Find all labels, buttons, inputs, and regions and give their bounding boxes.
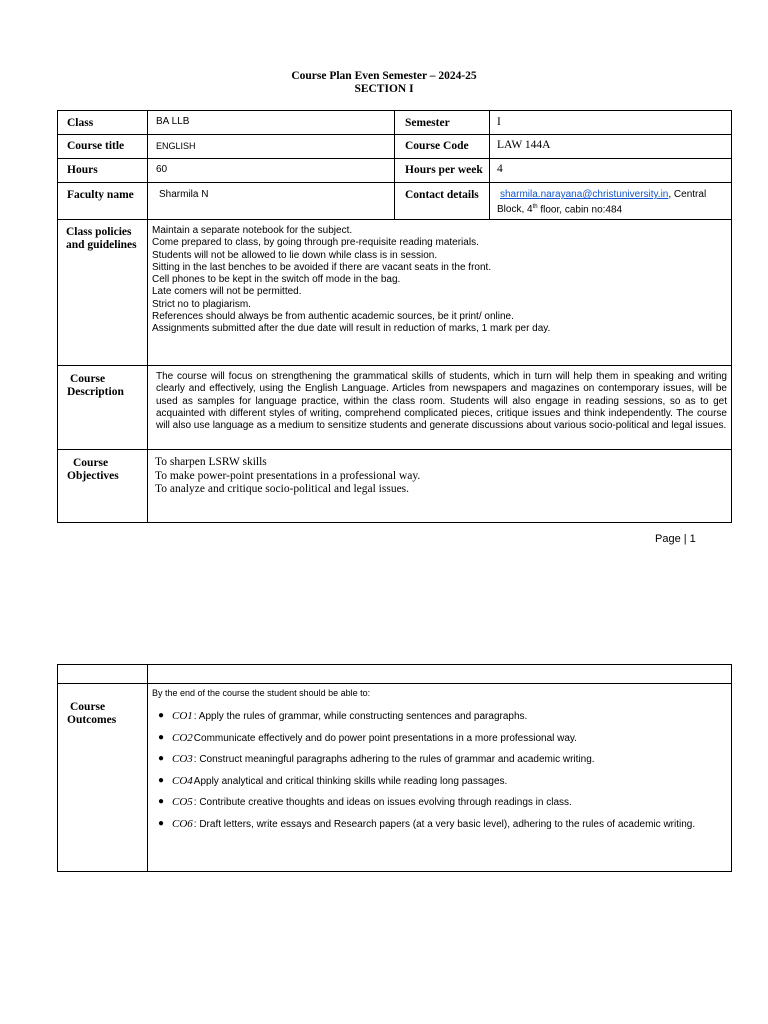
contact-email-link[interactable]: sharmila.narayana@christuniversity.in <box>500 189 669 200</box>
hours-per-week-value: 4 <box>497 163 503 175</box>
outcomes-list <box>148 708 731 837</box>
bullet-icon: ● <box>158 710 165 721</box>
contact-label-cell <box>395 183 490 220</box>
policy-item: Sitting in the last benches to be avoided if there are vacant seats in the front. <box>152 261 492 273</box>
policy-item: Late comers will not be permitted. <box>152 286 302 298</box>
objective-item: To analyze and critique socio-political and legal issues. <box>155 483 410 495</box>
course-code-value: LAW 144A <box>497 139 551 151</box>
outcome-item <box>148 751 731 773</box>
policy-item: Strict no to plagiarism. <box>152 298 251 310</box>
hours-value-cell <box>148 159 395 183</box>
outcomes-label-cell <box>58 684 148 872</box>
objectives-label-cell <box>58 450 148 523</box>
empty-header-cell <box>148 665 732 684</box>
contact-location-part2: Block, 4 <box>497 204 533 216</box>
policies-value-cell <box>148 220 732 366</box>
course-code-label-cell <box>395 135 490 159</box>
outcome-text: : Apply the rules of grammar, while constructing sentences and paragraphs. <box>193 711 528 722</box>
outcome-code: CO5 <box>172 796 193 808</box>
outcomes-label <box>58 684 147 726</box>
class-label: Class <box>67 117 94 129</box>
outcome-code: CO1 <box>172 710 193 722</box>
hours-per-week-label-cell <box>395 159 490 183</box>
outcomes-label-line-2: Outcomes <box>67 713 117 726</box>
contact-details <box>490 183 731 216</box>
course-outcomes-table <box>57 664 732 872</box>
course-title-value-cell <box>148 135 395 159</box>
semester-label: Semester <box>405 117 450 129</box>
contact-label: Contact details <box>405 189 479 201</box>
policies-list <box>148 220 731 336</box>
description-label-line-2: Description <box>67 385 124 398</box>
outcome-text: : Contribute creative thoughts and ideas on issues evolving through readings in class. <box>193 797 572 808</box>
course-info-table <box>57 110 732 523</box>
outcome-code: CO4 <box>172 774 193 787</box>
outcome-text: Apply analytical and critical thinking skills while reading long passages. <box>193 775 508 787</box>
course-title-value: ENGLISH <box>156 141 196 151</box>
semester-label-cell <box>395 111 490 135</box>
policies-label-cell <box>58 220 148 366</box>
bullet-icon: ● <box>158 731 165 743</box>
outcome-code: CO3 <box>172 753 193 765</box>
outcome-text: Communicate effectively and do power point presentations in a more professional way. <box>193 732 577 744</box>
outcome-item <box>148 816 731 838</box>
class-label-cell <box>58 111 148 135</box>
outcome-item <box>148 730 731 752</box>
course-title-label: Course title <box>67 140 125 152</box>
policies-label <box>58 220 147 251</box>
outcomes-intro: By the end of the course the student should be able to: <box>152 688 371 698</box>
course-code-label: Course Code <box>405 140 469 152</box>
outcomes-value-cell <box>148 684 732 872</box>
class-value-cell <box>148 111 395 135</box>
outcome-code: CO6 <box>172 817 193 830</box>
objectives-list <box>148 450 731 497</box>
policies-label-line-2: and guidelines <box>66 238 137 251</box>
outcome-item <box>148 708 731 730</box>
faculty-value-cell <box>148 183 395 220</box>
class-value: BA LLB <box>156 116 190 127</box>
hours-value: 60 <box>156 164 168 175</box>
policy-item: Maintain a separate notebook for the subject. <box>152 225 353 236</box>
objectives-label-line-2: Objectives <box>67 469 119 482</box>
policies-label-line-1: Class policies <box>66 226 132 238</box>
policy-item: Cell phones to be kept in the switch off mode in the bag. <box>152 274 401 286</box>
outcome-text: : Construct meaningful paragraphs adhering to the rules of grammar and academic writing. <box>193 754 595 765</box>
objectives-label-line-1: Course <box>73 457 109 469</box>
faculty-value: Sharmila N <box>159 189 209 200</box>
faculty-label: Faculty name <box>67 189 134 201</box>
bullet-icon: ● <box>158 753 165 764</box>
section-title: SECTION I <box>354 83 414 95</box>
faculty-label-cell <box>58 183 148 220</box>
bullet-icon: ● <box>158 796 165 807</box>
objective-item: To sharpen LSRW skills <box>155 456 267 468</box>
hours-per-week-value-cell <box>490 159 732 183</box>
description-label-line-1: Course <box>70 373 106 385</box>
outcome-item <box>148 773 731 795</box>
bullet-icon: ● <box>158 774 165 786</box>
contact-value-cell <box>490 183 732 220</box>
contact-floor-suffix: th <box>532 204 538 210</box>
semester-value: I <box>497 116 501 128</box>
outcome-item <box>148 794 731 816</box>
policy-item: Assignments submitted after the due date will result in reduction of marks, 1 mark per day. <box>152 323 551 335</box>
course-description-text: The course will focus on strengthening the grammatical skills of students, which in turn will help them in speaking and writing clearly and effectively, using the English Language. Articles from newspapers and magazines on contemporary issues, will be used as samples for language practice, within the class room. Students will also engage in reading sessions, so as to get acquainted with different styles of writing, comprehend complicated pieces, critique issues and think independently. The course will also use language as a medium to sensitize students and generate discussions about various socio-political and legal issues. <box>156 371 727 432</box>
contact-location-part3: floor, cabin no:484 <box>537 204 623 216</box>
hours-label: Hours <box>67 164 98 176</box>
objectives-label <box>58 450 147 482</box>
outcomes-label-line-1: Course <box>70 701 106 713</box>
bullet-icon: ● <box>158 817 165 829</box>
contact-location-part1: , Central <box>668 189 707 200</box>
description-value-cell <box>148 366 732 450</box>
semester-value-cell <box>490 111 732 135</box>
page-number: Page | 1 <box>655 533 696 545</box>
objective-item: To make power-point presentations in a professional way. <box>155 469 421 482</box>
document-title: Course Plan Even Semester – 2024-25 <box>291 70 477 82</box>
description-label <box>58 366 147 398</box>
outcome-text: : Draft letters, write essays and Research papers (at a very basic level), adhering to the rules of academic writing. <box>193 818 696 830</box>
hours-label-cell <box>58 159 148 183</box>
objectives-value-cell <box>148 450 732 523</box>
course-title-label-cell <box>58 135 148 159</box>
description-label-cell <box>58 366 148 450</box>
hours-per-week-label: Hours per week <box>405 164 483 176</box>
empty-header-cell <box>58 665 148 684</box>
policy-item: Students will not be allowed to lie down while class is in session. <box>152 249 438 261</box>
policy-item: Come prepared to class, by going through pre-requisite reading materials. <box>152 237 479 249</box>
policy-item: References should always be from authentic academic sources, be it print/ online. <box>152 311 514 323</box>
outcome-code: CO2 <box>172 731 193 744</box>
course-code-value-cell <box>490 135 732 159</box>
